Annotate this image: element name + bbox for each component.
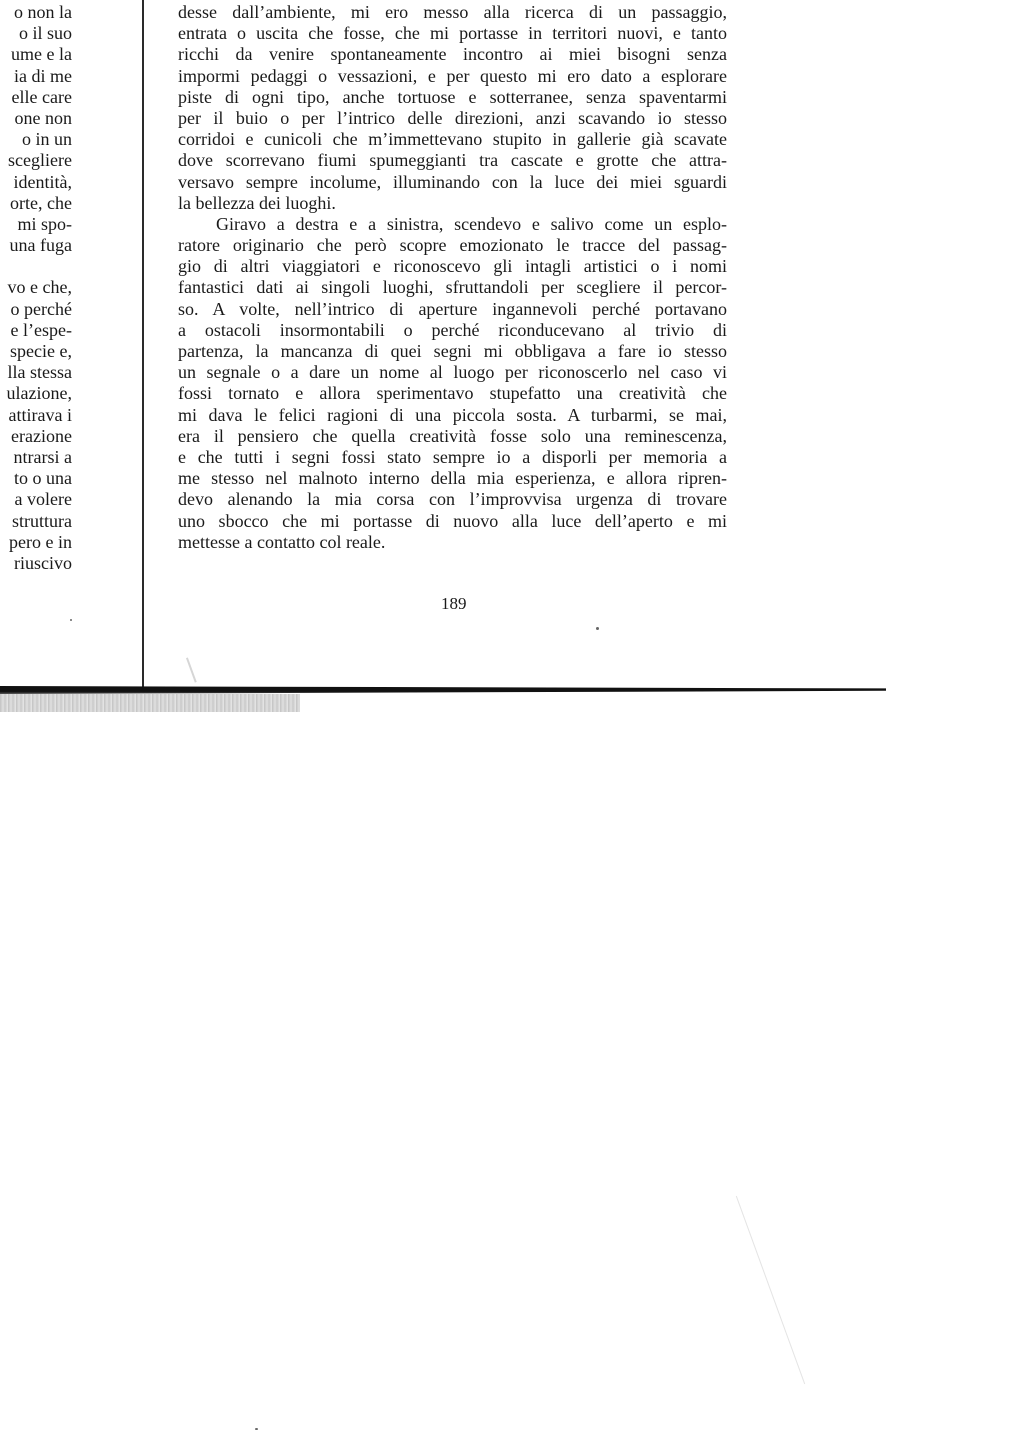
left-fragment-line: one non bbox=[14, 107, 72, 128]
left-fragment-line: ia di me bbox=[14, 65, 72, 86]
left-fragment-line: struttura bbox=[12, 510, 72, 531]
text-line: mi dava le felici ragioni di una piccola sosta. A turbarmi, se mai, bbox=[178, 404, 727, 425]
text-line: Giravo a destra e a sinistra, scendevo e salivo come un esplo- bbox=[216, 213, 727, 234]
left-fragment-line: ume e la bbox=[11, 44, 72, 65]
left-fragment-line: specie e, bbox=[10, 341, 72, 361]
left-fragment-line: mi spo- bbox=[17, 213, 72, 234]
text-line: uno sbocco che mi portasse di nuovo alla luce dell’aperto e mi bbox=[178, 510, 727, 531]
left-fragment-line: a volere bbox=[14, 489, 72, 510]
text-line: impormi pedaggi o vessazioni, e per questo mi ero dato a esplorare bbox=[178, 65, 727, 86]
left-fragment-line: lla stessa bbox=[7, 362, 72, 383]
text-line: devo alenando la mia corsa con l’improvvisa urgenza di trovare bbox=[178, 489, 727, 510]
page-edge-shadow bbox=[0, 694, 300, 712]
text-line: la bellezza dei luoghi. bbox=[178, 192, 336, 213]
text-line: era il pensiero che quella creatività fosse solo una reminescenza, bbox=[178, 425, 727, 446]
page-gutter-line bbox=[142, 0, 144, 692]
left-fragment-line: erazione bbox=[11, 425, 72, 446]
left-fragment-line: o il suo bbox=[18, 23, 72, 44]
text-line: fossi tornato e allora sperimentavo stupefatto una creatività che bbox=[178, 383, 727, 404]
text-line: corridoi e cunicoli che m’immettevano stupito in gallerie già scavate bbox=[178, 129, 727, 150]
scan-speck bbox=[596, 627, 599, 630]
scan-speck bbox=[70, 619, 72, 621]
text-line: me stesso nel malnoto interno della mia esperienza, e allora ripren- bbox=[178, 468, 727, 489]
text-line: ratore originario che però scopre emozionato le tracce del passag- bbox=[178, 235, 727, 256]
scan-smudge bbox=[186, 653, 208, 682]
scan-speck bbox=[255, 1428, 258, 1430]
text-line: mettesse a contatto col reale. bbox=[178, 531, 386, 552]
left-fragment-line: o non la bbox=[14, 2, 72, 22]
left-fragment-line: riuscivo bbox=[14, 552, 72, 573]
text-line: entrata o uscita che fosse, che mi portasse in territori nuovi, e tanto bbox=[178, 23, 727, 44]
text-line: fantastici dati ai singoli luoghi, sfruttandoli per scegliere il percor- bbox=[178, 277, 727, 298]
left-fragment-line: elle care bbox=[11, 86, 72, 107]
left-fragment-line: ntrarsi a bbox=[13, 446, 72, 467]
text-line: a ostacoli insormontabili o perché riconducevano al trivio di bbox=[178, 319, 727, 340]
text-line: so. A volte, nell’intrico di aperture ingannevoli perché portavano bbox=[178, 298, 727, 319]
left-fragment-line: o perché bbox=[10, 298, 72, 319]
left-fragment-line: orte, che bbox=[10, 192, 72, 213]
left-fragment-line: ulazione, bbox=[6, 383, 72, 404]
left-fragment-line bbox=[0, 256, 72, 277]
main-text-column bbox=[178, 0, 727, 553]
text-line: partenza, la mancanza di quei segni mi obbligava a fare io stesso bbox=[178, 341, 727, 361]
text-line: piste di ogni tipo, anche tortuose e sotterranee, senza spaventarmi bbox=[178, 86, 727, 107]
left-fragment-line: scegliere bbox=[8, 150, 72, 171]
text-line: versavo sempre incolume, illuminando con la luce dei miei sguardi bbox=[178, 171, 727, 192]
page-number: 189 bbox=[441, 594, 467, 613]
left-fragment-line: to o una bbox=[14, 468, 72, 489]
left-fragment-line: o in un bbox=[21, 129, 72, 150]
left-fragment-line: pero e in bbox=[9, 531, 72, 552]
text-line: desse dall’ambiente, mi ero messo alla ricerca di un passaggio, bbox=[178, 2, 727, 22]
text-line: dove scorrevano fiumi spumeggianti tra cascate e grotte che attra- bbox=[178, 150, 727, 171]
text-line: per il buio o per l’intrico delle direzioni, anzi scavando io stesso bbox=[178, 107, 727, 128]
left-fragment-line: una fuga bbox=[9, 235, 72, 256]
left-fragment-line: attirava i bbox=[8, 404, 72, 425]
text-line: un segnale o a dare un nome al luogo per riconoscerlo nel caso vi bbox=[178, 362, 727, 383]
text-line: ricchi da venire spontaneamente incontro ai miei bisogni senza bbox=[178, 44, 727, 65]
scan-crease bbox=[736, 1196, 805, 1384]
paragraph-1 bbox=[178, 2, 727, 214]
paragraph-2 bbox=[178, 214, 727, 553]
left-fragment-line: identità, bbox=[13, 171, 72, 192]
left-fragment-line: e l’espe- bbox=[10, 319, 72, 340]
text-line: e che tutti i segni fossi stato sempre io a disporli per memoria a bbox=[178, 446, 727, 467]
left-fragment-line: vo e che, bbox=[7, 277, 72, 298]
left-page-fragment bbox=[0, 2, 72, 574]
page-bottom-edge bbox=[0, 686, 886, 694]
text-line: gio di altri viaggiatori e riconoscevo gli intagli artistici o i nomi bbox=[178, 256, 727, 277]
